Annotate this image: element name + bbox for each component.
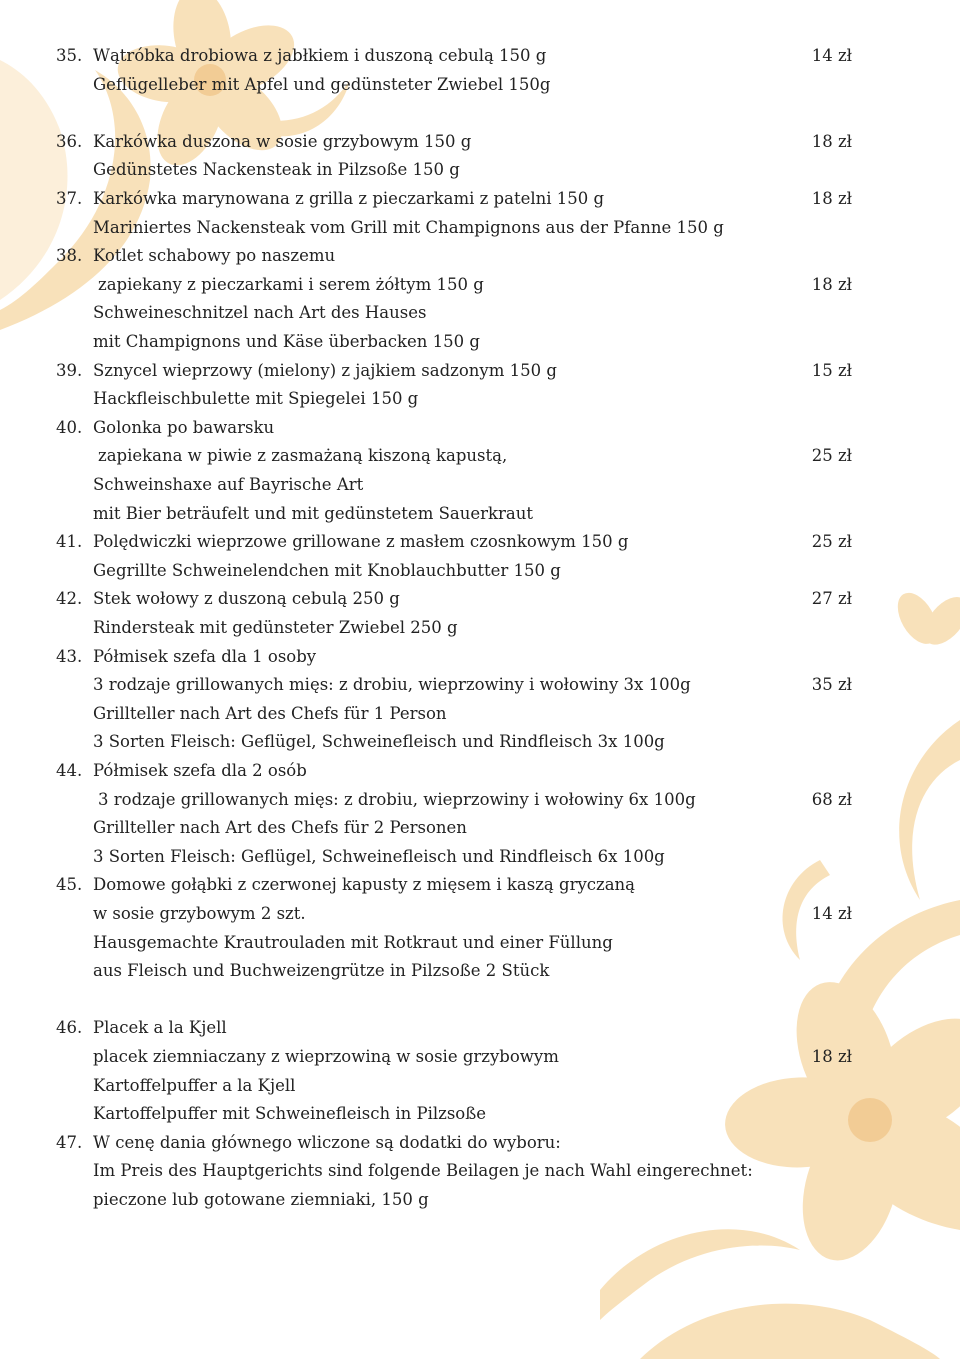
- item-description: Im Preis des Hauptgerichts sind folgende Beilagen je nach Wahl eingerechnet:: [93, 1161, 753, 1181]
- item-title: Sznycel wieprzowy (mielony) z jajkiem sadzonym 150 g: [93, 360, 557, 380]
- item-number: 39.: [56, 360, 83, 380]
- item-price: 25 zł: [811, 532, 852, 552]
- item-number: 45.: [56, 875, 83, 895]
- item-description: aus Fleisch und Buchweizengrütze in Pilzsoße 2 Stück: [93, 961, 550, 981]
- item-number: 35.: [56, 46, 83, 65]
- item-description: pieczone lub gotowane ziemniaki, 150 g: [93, 1189, 429, 1209]
- item-description: mit Champignons und Käse überbacken 150 g: [93, 331, 480, 351]
- item-price: 18 zł: [811, 189, 852, 208]
- item-title: Kotlet schabowy po naszemu: [93, 246, 336, 266]
- item-description: placek ziemniaczany z wieprzowiną w sosie grzybowym: [93, 1046, 559, 1066]
- item-title: Polędwiczki wieprzowe grillowane z masłem czosnkowym 150 g: [93, 532, 629, 552]
- item-number: 44.: [56, 761, 83, 780]
- item-price: 27 zł: [811, 589, 852, 609]
- item-price: 14 zł: [811, 46, 852, 65]
- item-number: 46.: [56, 1018, 83, 1038]
- item-description: Schweinshaxe auf Bayrische Art: [93, 474, 364, 494]
- item-price: 18 zł: [811, 274, 852, 294]
- item-price: 25 zł: [811, 446, 852, 466]
- item-description: Rindersteak mit gedünsteter Zwiebel 250 g: [93, 617, 458, 637]
- item-number: 37.: [56, 189, 83, 208]
- item-price: 18 zł: [811, 131, 852, 151]
- item-title: Karkówka marynowana z grilla z pieczarkami z patelni 150 g: [93, 189, 605, 208]
- item-price: 18 zł: [811, 1046, 852, 1066]
- item-title: Półmisek szefa dla 2 osób: [93, 761, 307, 780]
- item-description: Grillteller nach Art des Chefs für 1 Person: [93, 703, 447, 723]
- item-title: W cenę dania głównego wliczone są dodatki do wyboru:: [93, 1132, 561, 1152]
- item-title: Placek a la Kjell: [93, 1018, 227, 1038]
- item-number: 38.: [56, 246, 83, 266]
- item-description: 3 Sorten Fleisch: Geflügel, Schweinefleisch und Rindfleisch 3x 100g: [93, 732, 665, 752]
- item-description: zapiekany z pieczarkami i serem żółtym 150 g: [98, 274, 484, 294]
- item-description: Schweineschnitzel nach Art des Hauses: [93, 303, 427, 323]
- item-price: 14 zł: [811, 903, 852, 923]
- item-description: Geflügelleber mit Apfel und gedünsteter Zwiebel 150g: [93, 74, 551, 94]
- item-description: Hackfleischbulette mit Spiegelei 150 g: [93, 389, 419, 409]
- item-description: Mariniertes Nackensteak vom Grill mit Champignons aus der Pfanne 150 g: [93, 217, 724, 237]
- item-title: Półmisek szefa dla 1 osoby: [93, 646, 317, 666]
- item-title: Domowe gołąbki z czerwonej kapusty z mięsem i kaszą gryczaną: [93, 875, 636, 895]
- item-description: w sosie grzybowym 2 szt.: [93, 903, 306, 923]
- item-number: 41.: [56, 532, 83, 552]
- item-description: 3 Sorten Fleisch: Geflügel, Schweinefleisch und Rindfleisch 6x 100g: [93, 846, 665, 866]
- item-description: mit Bier beträufelt und mit gedünstetem Sauerkraut: [93, 503, 533, 523]
- item-description: 3 rodzaje grillowanych mięs: z drobiu, wieprzowiny i wołowiny 6x 100g: [98, 789, 696, 809]
- item-description: Hausgemachte Krautrouladen mit Rotkraut und einer Füllung: [93, 932, 613, 952]
- item-title: Golonka po bawarsku: [93, 417, 275, 437]
- item-number: 47.: [56, 1132, 83, 1152]
- item-number: 40.: [56, 417, 83, 437]
- item-title: Wątróbka drobiowa z jabłkiem i duszoną cebulą 150 g: [93, 46, 547, 65]
- item-number: 42.: [56, 589, 83, 609]
- item-description: Gedünstetes Nackensteak in Pilzsoße 150 g: [93, 160, 460, 180]
- item-price: 15 zł: [811, 360, 852, 380]
- item-description: Grillteller nach Art des Chefs für 2 Personen: [93, 818, 467, 838]
- item-description: Kartoffelpuffer a la Kjell: [93, 1075, 296, 1095]
- item-number: 43.: [56, 646, 83, 666]
- item-price: 68 zł: [811, 789, 852, 809]
- item-title: Stek wołowy z duszoną cebulą 250 g: [93, 589, 400, 609]
- item-description: zapiekana w piwie z zasmażaną kiszoną kapustą,: [98, 446, 508, 466]
- item-price: 35 zł: [811, 675, 852, 695]
- item-description: Gegrillte Schweinelendchen mit Knoblauchbutter 150 g: [93, 560, 561, 580]
- item-title: Karkówka duszona w sosie grzybowym 150 g: [93, 131, 472, 151]
- item-number: 36.: [56, 131, 83, 151]
- item-description: 3 rodzaje grillowanych mięs: z drobiu, wieprzowiny i wołowiny 3x 100g: [93, 675, 691, 695]
- item-description: Kartoffelpuffer mit Schweinefleisch in Pilzsoße: [93, 1104, 487, 1124]
